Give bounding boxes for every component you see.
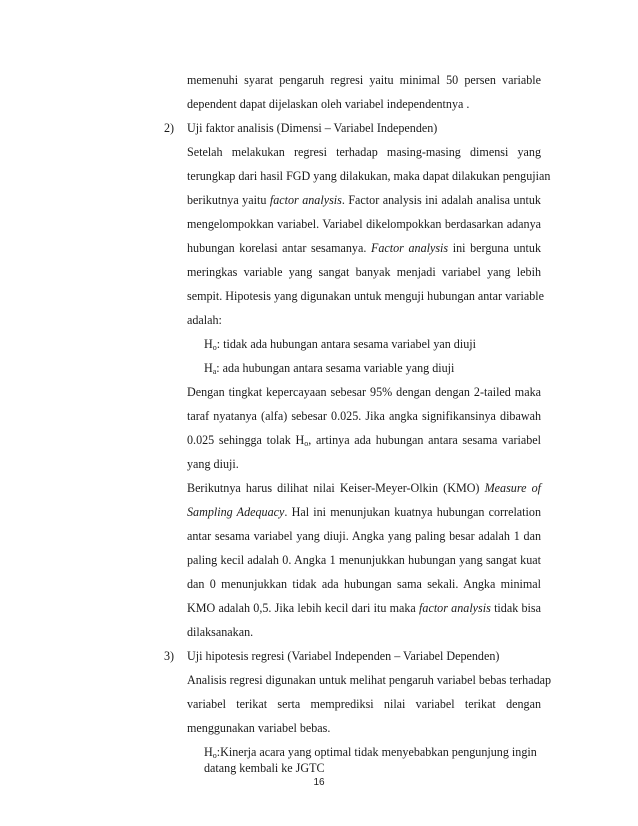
text-line: 0.025 sehingga tolak $H_o$, artinya ada hubungan antara sesama variabel: [187, 433, 541, 448]
text-line: meringkas variable yang sangat banyak menjadi variabel yang lebih: [187, 265, 541, 279]
text-line: berikutnya yaitu factor analysis. Factor analysis ini adalah analisa untuk: [187, 193, 541, 207]
text-line: dilaksanakan.: [187, 625, 254, 639]
text-line: memenuhi syarat pengaruh regresi yaitu minimal 50 persen variable: [187, 73, 541, 87]
page-number: 16: [313, 777, 325, 788]
text-line: antar sesama variabel yang diuji. Angka yang paling besar adalah 1 dan: [187, 529, 541, 543]
text-line: Setelah melakukan regresi terhadap masing-masing dimensi yang: [187, 145, 541, 159]
text-line: variabel terikat serta memprediksi nilai variabel terikat dengan: [187, 697, 541, 711]
text-line: Dengan tingkat kepercayaan sebesar 95% dengan dengan 2-tailed maka: [187, 385, 541, 399]
text-line: yang diuji.: [187, 457, 239, 471]
list-item-heading: Uji hipotesis regresi (Variabel Independen – Variabel Dependen): [187, 649, 500, 663]
text-line: Analisis regresi digunakan untuk melihat pengaruh variabel bebas terhadap: [187, 673, 552, 687]
list-number: 3): [164, 649, 175, 663]
text-line: menggunakan variabel bebas.: [187, 721, 331, 735]
text-line: sempit. Hipotesis yang digunakan untuk menguji hubungan antar variable: [187, 289, 545, 303]
text-line: terungkap dari hasil FGD yang dilakukan, maka dapat dilakukan pengujian: [187, 169, 551, 183]
text-line: dependent dapat dijelaskan oleh variabel independentnya .: [187, 97, 470, 111]
text-line: Berikutnya harus dilihat nilai Keiser-Meyer-Olkin (KMO) Measure of: [187, 481, 541, 495]
text-line: mengelompokkan variabel. Variabel dikelompokkan berdasarkan adanya: [187, 217, 541, 231]
hypothesis-null: $H_o$: tidak ada hubungan antara sesama variabel yan diuji: [204, 337, 476, 352]
hypothesis-alternative: $H_a$: ada hubungan antara sesama variable yang diuji: [204, 361, 455, 376]
text-line: taraf nyatanya (alfa) sebesar 0.025. Jika angka signifikansinya dibawah: [187, 409, 541, 423]
text-line: Sampling Adequacy. Hal ini menunjukan kuatnya hubungan correlation: [187, 505, 541, 519]
text-line: paling kecil adalah 0. Angka 1 menunjukkan hubungan yang sangat kuat: [187, 553, 541, 567]
text-line: dan 0 menunjukkan tidak ada hubungan sama sekali. Angka minimal: [187, 577, 541, 591]
list-item-heading: Uji faktor analisis (Dimensi – Variabel Independen): [187, 121, 438, 135]
hypothesis-null: $H_o:Kinerja$ acara yang optimal tidak menyebabkan pengunjung ingin: [204, 745, 537, 760]
list-number: 2): [164, 121, 175, 135]
text-line: hubungan korelasi antar sesamanya. Factor analysis ini berguna untuk: [187, 241, 541, 255]
text-line: KMO adalah 0,5. Jika lebih kecil dari itu maka factor analysis tidak bisa: [187, 601, 541, 615]
hypothesis-null-continued: datang kembali ke JGTC: [204, 761, 325, 775]
text-line: adalah:: [187, 313, 222, 327]
